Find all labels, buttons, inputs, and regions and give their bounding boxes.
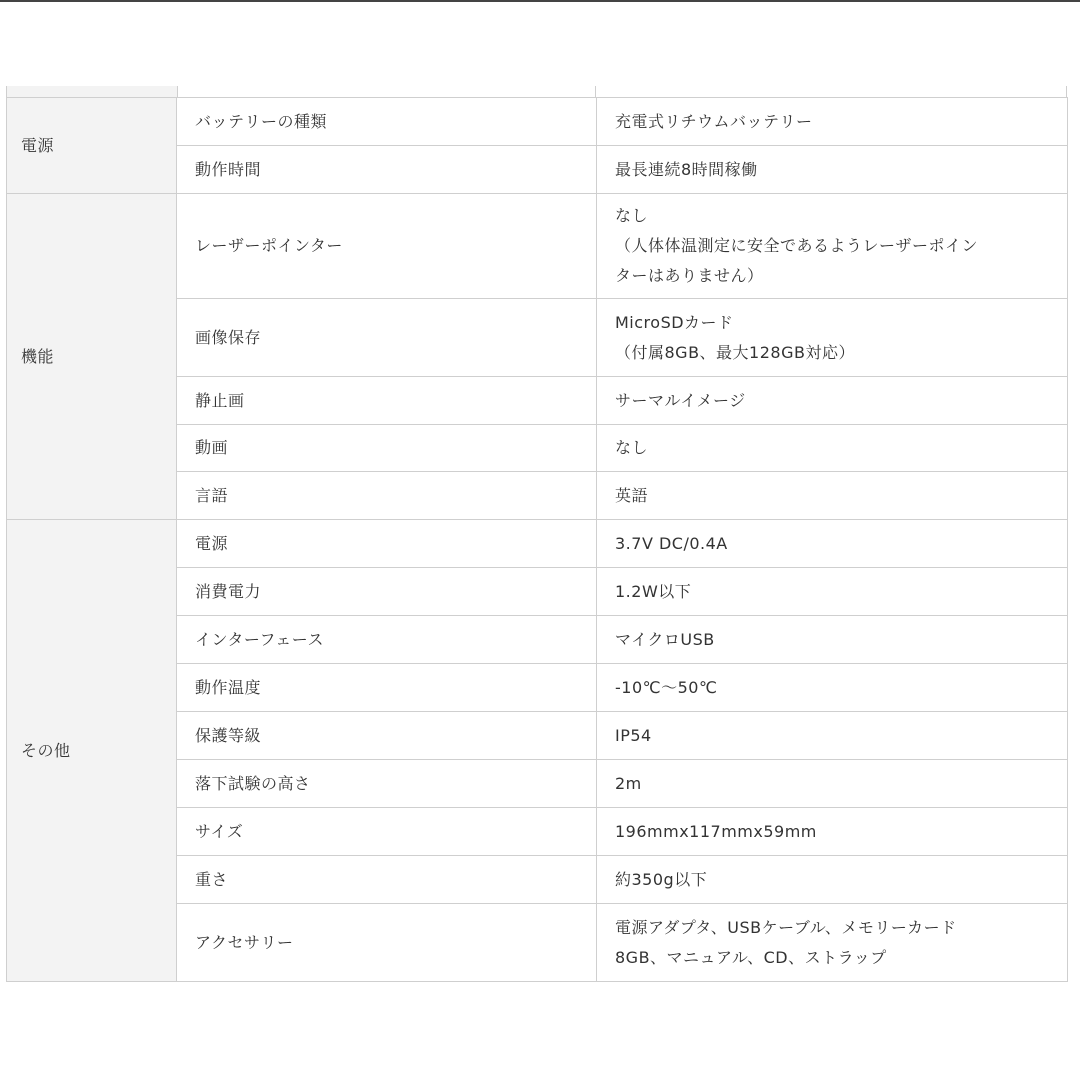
spec-label: 静止画 xyxy=(177,377,597,425)
spec-label: 重さ xyxy=(177,856,597,904)
spec-label: 言語 xyxy=(177,472,597,520)
spec-value: MicroSDカード （付属8GB、最大128GB対応） xyxy=(597,299,1068,377)
spec-value: 1.2W以下 xyxy=(597,568,1068,616)
spec-label: 動画 xyxy=(177,425,597,472)
table-row xyxy=(7,520,1068,568)
spec-value: サーマルイメージ xyxy=(597,377,1068,425)
spec-label: 画像保存 xyxy=(177,299,597,377)
spec-label: 落下試験の高さ xyxy=(177,760,597,808)
spec-value: 最長連続8時間稼働 xyxy=(597,146,1068,194)
spec-table xyxy=(6,97,1068,982)
spec-value: 3.7V DC/0.4A xyxy=(597,520,1068,568)
category-cell-functions: 機能 xyxy=(7,194,177,520)
top-divider xyxy=(0,0,1080,2)
spec-label: バッテリーの種類 xyxy=(177,98,597,146)
spec-label: レーザーポインター xyxy=(177,194,597,299)
table-row xyxy=(7,194,1068,299)
spec-label: 電源 xyxy=(177,520,597,568)
table-row xyxy=(7,98,1068,146)
spec-value: なし （人体体温測定に安全であるようレーザーポイン ターはありません） xyxy=(597,194,1068,299)
spec-value: マイクロUSB xyxy=(597,616,1068,664)
spec-label: 動作時間 xyxy=(177,146,597,194)
spec-value: 英語 xyxy=(597,472,1068,520)
spec-label: インターフェース xyxy=(177,616,597,664)
category-cell-other: その他 xyxy=(7,520,177,982)
spec-value: 電源アダプタ、USBケーブル、メモリーカード 8GB、マニュアル、CD、ストラップ xyxy=(597,904,1068,982)
spec-value: -10℃～50℃ xyxy=(597,664,1068,712)
spec-label: アクセサリー xyxy=(177,904,597,982)
spec-value: 約350g以下 xyxy=(597,856,1068,904)
spec-value: 196mmx117mmx59mm xyxy=(597,808,1068,856)
spec-label: 保護等級 xyxy=(177,712,597,760)
spec-label: 動作温度 xyxy=(177,664,597,712)
category-cell-power: 電源 xyxy=(7,98,177,194)
spec-label: サイズ xyxy=(177,808,597,856)
spec-value: 充電式リチウムバッテリー xyxy=(597,98,1068,146)
spec-label: 消費電力 xyxy=(177,568,597,616)
spec-value: 2m xyxy=(597,760,1068,808)
spec-value: IP54 xyxy=(597,712,1068,760)
spec-value: なし xyxy=(597,425,1068,472)
